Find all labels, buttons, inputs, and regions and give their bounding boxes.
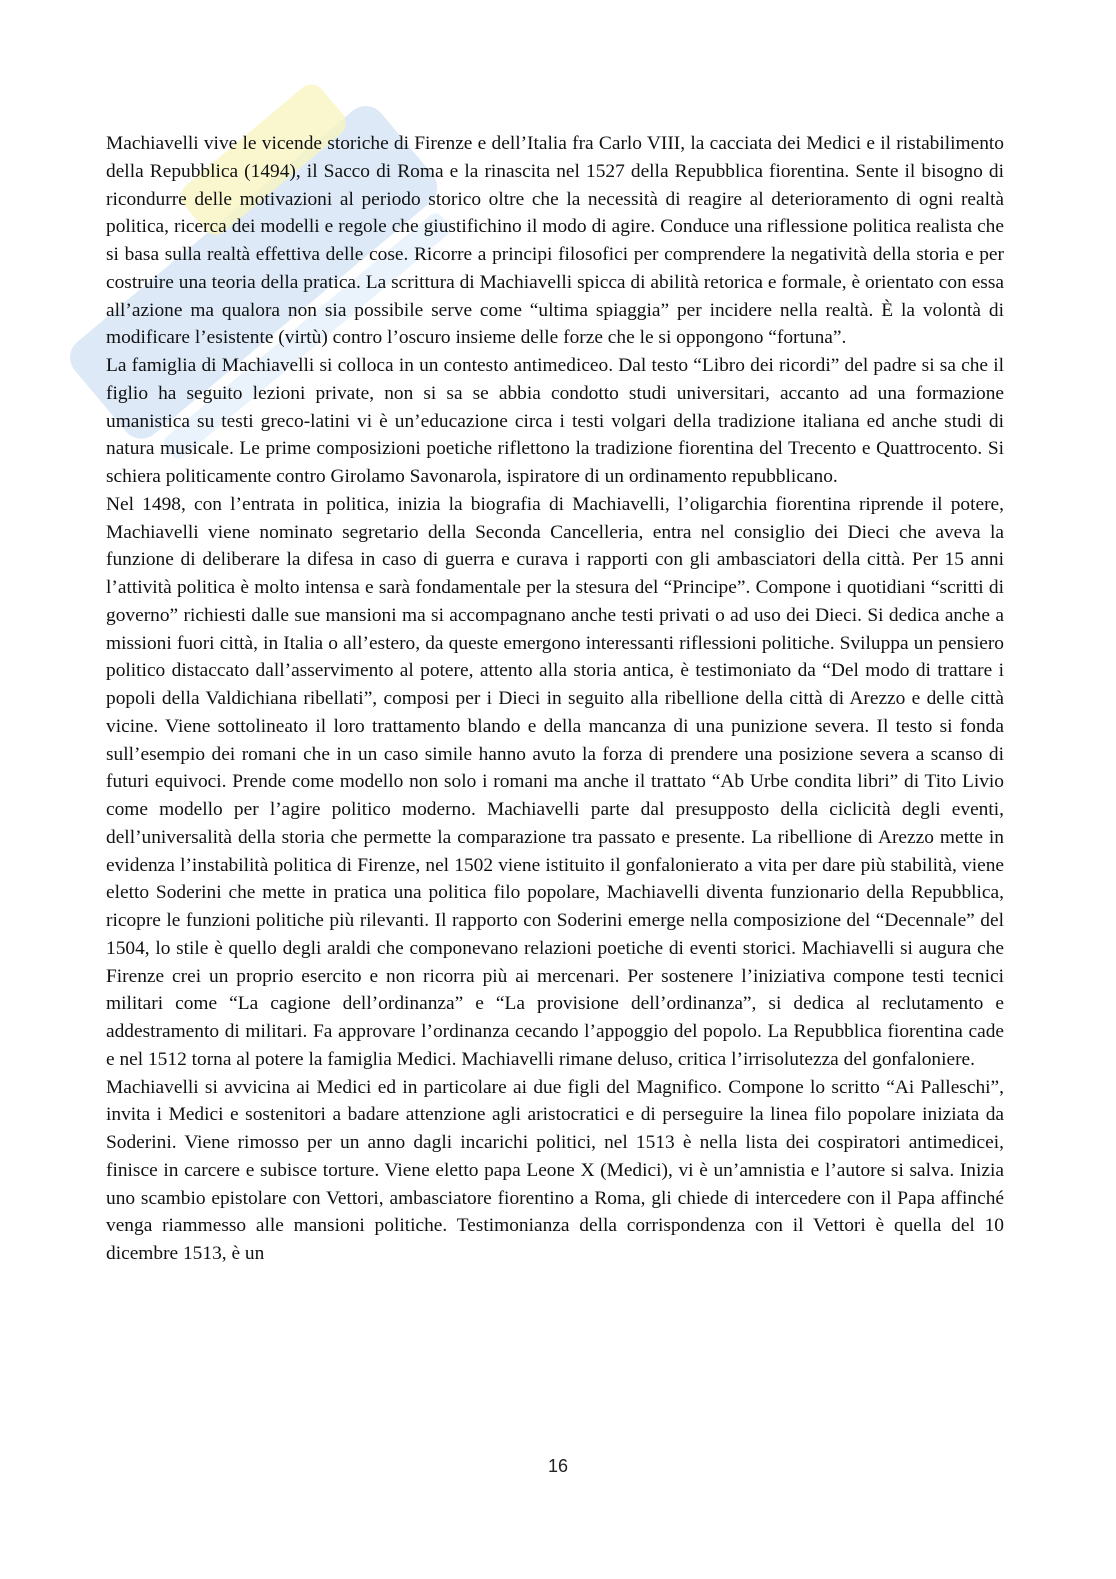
paragraph-2: La famiglia di Machiavelli si colloca in un contesto antimediceo. Dal testo “Libro dei ricordi” del padre si sa che il figlio ha seguito lezioni private, non si sa se abbia condotto studi universitari, accanto ad una formazione umanistica su testi greco-latini vi è un’educazione circa i testi volgari della tradizione italiana ed anche studi di natura musicale. Le prime composizioni poetiche riflettono la tradizione fiorentina del Trecento e Quattrocento. Si schiera politicamente contro Girolamo Savonarola, ispiratore di un ordinamento repubblicano. — [106, 355, 1004, 487]
paragraph-3: Nel 1498, con l’entrata in politica, inizia la biografia di Machiavelli, l’oligarchia fiorentina riprende il potere, Machiavelli viene nominato segretario della Seconda Cancelleria, entra nel consiglio dei Dieci che aveva la funzione di deliberare la difesa in caso di guerra e curava i rapporti con gli ambasciatori della città. Per 15 anni l’attività politica è molto intensa e sarà fondamentale per la stesura del “Principe”. Compone i quotidiani “scritti di governo” richiesti dalle sue mansioni ma si accompagnano anche testi privati o ad uso dei Dieci. Si dedica anche a missioni fuori città, in Italia o all’estero, da queste emergono interessanti riflessioni politiche. Sviluppa un pensiero politico distaccato dall’asservimento al potere, attento alla storia antica, è testimoniato da “Del modo di trattare i popoli della Valdichiana ribellati”, composi per i Dieci in seguito alla ribellione della città di Arezzo e delle città vicine. Viene sottolineato il loro trattamento blando e della mancanza di una punizione severa. Il testo si fonda sull’esempio dei romani che in un caso simile hanno avuto la forza di prendere una posizione severa a scanso di futuri equivoci. Prende come modello non solo i romani ma anche il trattato “Ab Urbe condita libri” di Tito Livio come modello per l’agire politico moderno. Machiavelli parte dal presupposto della ciclicità degli eventi, dell’universalità della storia che permette la comparazione tra passato e presente. La ribellione di Arezzo mette in evidenza l’instabilità politica di Firenze, nel 1502 viene istituito il gonfalonierato a vita per dare più stabilità, viene eletto Soderini che mette in pratica una politica filo popolare, Machiavelli diventa funzionario della Repubblica, ricopre le funzioni politiche più rilevanti. Il rapporto con Soderini emerge nella composizione del “Decennale” del 1504, lo stile è quello degli araldi che componevano relazioni poetiche di eventi storici. Machiavelli si augura che Firenze crei un proprio esercito e non ricorra più ai mercenari. Per sostenere l’iniziativa compone testi tecnici militari come “La cagione dell’ordinanza” e “La provisione dell’ordinanza”, si dedica al reclutamento e addestramento di militari. Fa approvare l’ordinanza cecando l’appoggio del popolo. La Repubblica fiorentina cade e nel 1512 torna al potere la famiglia Medici. Machiavelli rimane deluso, critica l’irrisolutezza del gonfaloniere. — [106, 493, 1004, 1070]
document-body — [106, 130, 1004, 1268]
page-number: 16 — [547, 1456, 569, 1476]
paragraph-1: Machiavelli vive le vicende storiche di Firenze e dell’Italia fra Carlo VIII, la cacciata dei Medici e il ristabilimento della Repubblica (1494), il Sacco di Roma e la rinascita nel 1527 della Repubblica fiorentina. Sente il bisogno di ricondurre delle motivazioni al periodo storico oltre che la necessità di reagire al deterioramento di ogni realtà politica, ricerca dei modelli e regole che giustifichino il modo di agire. Conduce una riflessione politica realista che si basa sulla realtà effettiva delle cose. Ricorre a principi filosofici per comprendere la negatività della storia e per costruire una teoria della pratica. La scrittura di Machiavelli spicca di abilità retorica e formale, è orientato con essa all’azione ma qualora non sia possibile serve come “ultima spiaggia” per incidere nella realtà. È la volontà di modificare l’esistente (virtù) contro l’oscuro insieme delle forze che le si oppongono “fortuna”. — [106, 133, 1004, 349]
paragraph-4: Machiavelli si avvicina ai Medici ed in particolare ai due figli del Magnifico. Compone lo scritto “Ai Palleschi”, invita i Medici e sostenitori a badare attenzione agli aristocratici e di perseguire la linea filo popolare iniziata da Soderini. Viene rimosso per un anno dagli incarichi politici, nel 1513 è nella lista dei cospiratori antimedicei, finisce in carcere e subisce torture. Viene eletto papa Leone X (Medici), vi è un’amnistia e l’autore si salva. Inizia uno scambio epistolare con Vettori, ambasciatore fiorentino a Roma, gli chiede di intercedere con il Papa affinché venga riammesso alle mansioni politiche. Testimonianza della corrispondenza con il Vettori è quella del 10 dicembre 1513, è un — [106, 1076, 1004, 1264]
